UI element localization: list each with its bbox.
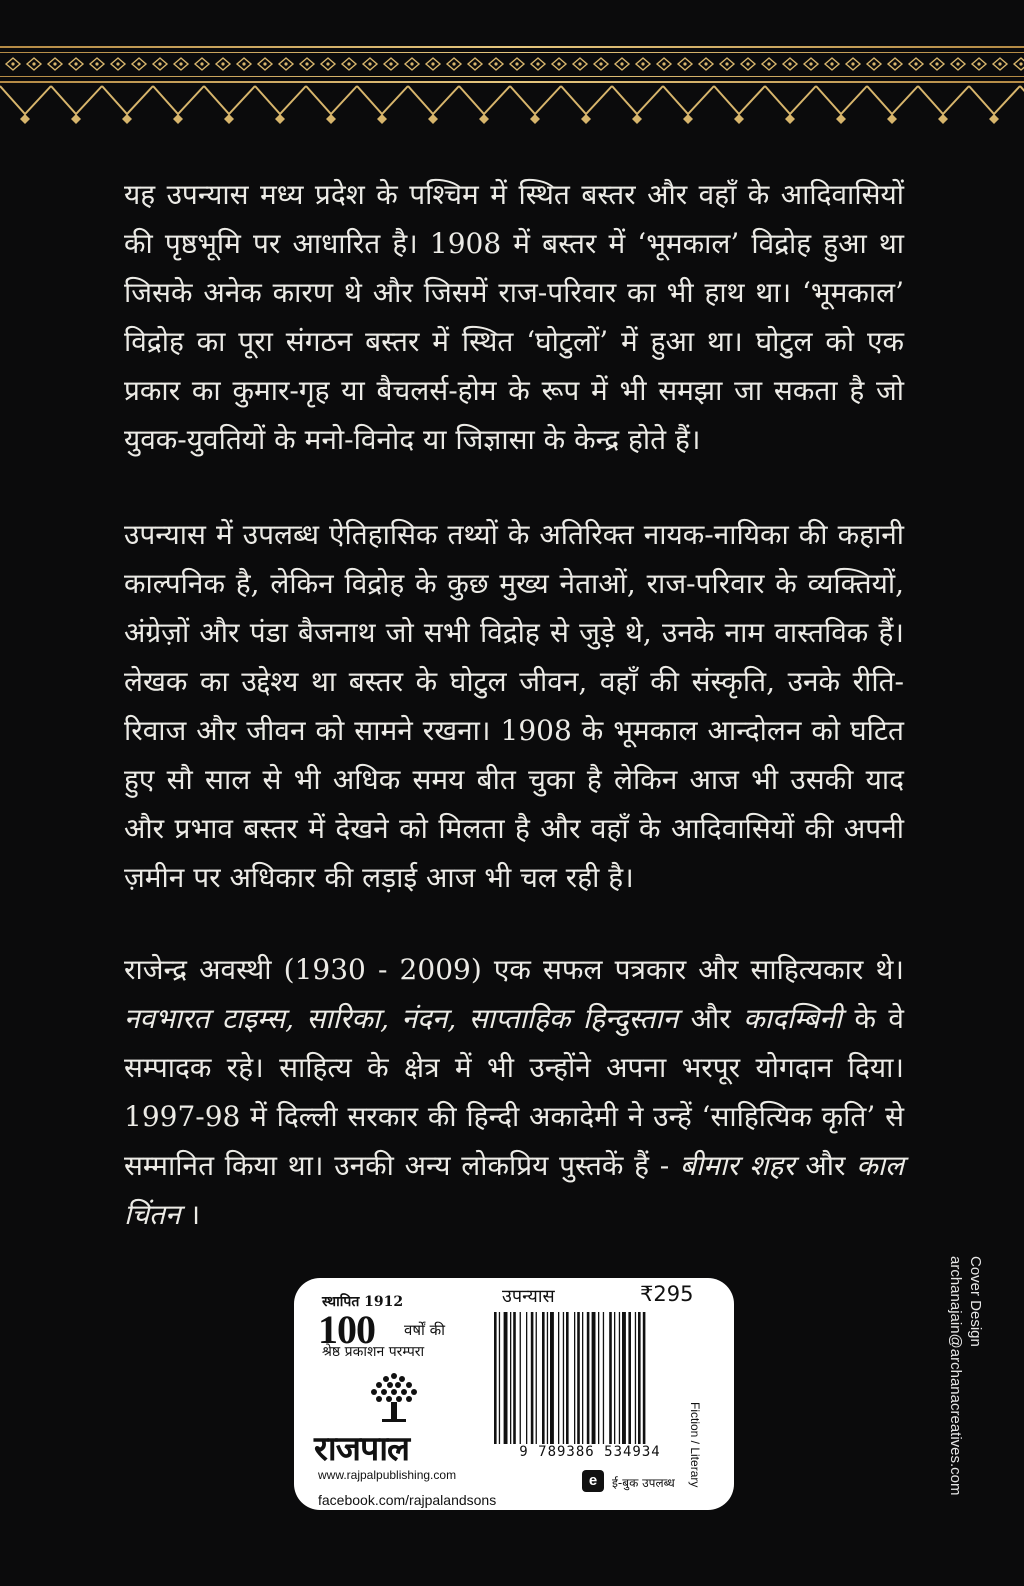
border-triangle xyxy=(561,86,612,114)
border-dot xyxy=(200,62,203,65)
facebook-link: facebook.com/rajpalandsons xyxy=(318,1492,497,1508)
border-dot xyxy=(893,62,896,65)
border-pendant xyxy=(683,114,693,124)
border-dot xyxy=(830,62,833,65)
cover-design-label: Cover Design xyxy=(967,1256,984,1347)
barcode-bar xyxy=(574,1312,575,1444)
publisher-website: www.rajpalpublishing.com xyxy=(318,1468,457,1482)
border-dot xyxy=(599,62,602,65)
border-pendant xyxy=(989,114,999,124)
border-triangle xyxy=(765,86,816,114)
border-pendant xyxy=(122,114,132,124)
bio-publication-kadambini: कादम्बिनी xyxy=(743,1002,842,1035)
border-pendant xyxy=(734,114,744,124)
border-pendant xyxy=(581,114,591,124)
border-dot xyxy=(851,62,854,65)
isbn-barcode xyxy=(492,1312,688,1444)
border-triangle xyxy=(510,86,561,114)
border-dot xyxy=(536,62,539,65)
border-dot xyxy=(809,62,812,65)
border-dot xyxy=(515,62,518,65)
border-dot xyxy=(998,62,1001,65)
border-dot xyxy=(473,62,476,65)
border-pendant xyxy=(632,114,642,124)
border-dot xyxy=(767,62,770,65)
border-dot xyxy=(578,62,581,65)
border-pendant xyxy=(428,114,438,124)
border-triangle xyxy=(153,86,204,114)
border-dot xyxy=(725,62,728,65)
bio-book-2: काल चिंतन xyxy=(124,1149,904,1231)
barcode-bar xyxy=(513,1312,516,1444)
border-dot xyxy=(683,62,686,65)
border-dot xyxy=(242,62,245,65)
border-dot xyxy=(977,62,980,65)
border-dot xyxy=(11,62,14,65)
border-dot xyxy=(95,62,98,65)
decorative-gold-border xyxy=(0,42,1024,150)
border-dot xyxy=(704,62,707,65)
border-dot xyxy=(263,62,266,65)
barcode-bar xyxy=(577,1312,580,1444)
border-pendant xyxy=(326,114,336,124)
bio-text-1: राजेन्द्र अवस्थी (1930 - 2009) एक सफल पत्रकार और साहित्यकार थे। xyxy=(124,953,904,986)
border-triangle xyxy=(306,86,357,114)
border-dot xyxy=(410,62,413,65)
border-dot xyxy=(158,62,161,65)
category-label: Fiction / Literary xyxy=(688,1402,702,1488)
border-pendant xyxy=(785,114,795,124)
border-pendant xyxy=(887,114,897,124)
border-triangle xyxy=(816,86,867,114)
barcode-bar xyxy=(603,1312,604,1444)
border-pendant xyxy=(377,114,387,124)
barcode-bar xyxy=(547,1312,548,1444)
barcode-bar xyxy=(598,1312,599,1444)
barcode-bar xyxy=(526,1312,527,1444)
border-dot xyxy=(935,62,938,65)
border-dot xyxy=(116,62,119,65)
border-triangle xyxy=(0,86,51,114)
barcode-bar xyxy=(582,1312,583,1444)
barcode-bar xyxy=(531,1312,534,1444)
barcode-bar xyxy=(614,1312,615,1444)
border-dot xyxy=(32,62,35,65)
barcode-bar xyxy=(504,1312,508,1444)
tradition-label: श्रेष्ठ प्रकाशन परम्परा xyxy=(322,1344,425,1360)
isbn-number: 9 789386 534934 xyxy=(519,1444,661,1460)
border-triangle xyxy=(357,86,408,114)
barcode-bar xyxy=(592,1312,596,1444)
barcode-bar xyxy=(587,1312,590,1444)
barcode-bar xyxy=(638,1312,641,1444)
border-dot xyxy=(326,62,329,65)
publisher-barcode-card xyxy=(294,1278,734,1510)
bio-text-3: के वे सम्पादक रहे। साहित्य के क्षेत्र में भी उन्होंने अपना भरपूर योगदान दिया। 1997-98 में दिल्ली सरकार की हिन्दी अकादेमी ने उन्हें ‘साहित्यिक कृति’ से सम्मानित किया था। उनकी अन्य लोकप्रिय पुस्तकें हैं - xyxy=(124,1002,904,1182)
border-pendant xyxy=(836,114,846,124)
designer-email: archanajain@archanacreatives.com xyxy=(947,1256,964,1496)
border-dot xyxy=(53,62,56,65)
border-dot xyxy=(620,62,623,65)
price-label: ₹295 xyxy=(640,1282,694,1306)
border-triangle xyxy=(459,86,510,114)
ebook-available-label: ई-बुक उपलब्ध xyxy=(612,1476,675,1490)
border-dot xyxy=(431,62,434,65)
barcode-bar xyxy=(619,1312,620,1444)
border-pendant xyxy=(938,114,948,124)
border-triangle xyxy=(867,86,918,114)
border-dot xyxy=(179,62,182,65)
barcode-bar xyxy=(643,1312,646,1444)
border-dot xyxy=(494,62,497,65)
border-triangle xyxy=(612,86,663,114)
border-pendant xyxy=(479,114,489,124)
border-dot xyxy=(641,62,644,65)
border-pendant xyxy=(530,114,540,124)
border-dot xyxy=(872,62,875,65)
synopsis-paragraph-1: यह उपन्यास मध्य प्रदेश के पश्चिम में स्थित बस्तर और वहाँ के आदिवासियों की पृष्ठभूमि पर आधारित है। 1908 में बस्तर में ‘भूमकाल’ विद्रोह हुआ था जिसके अनेक कारण थे और जिसमें राज-परिवार का भी हाथ था। ‘भूमकाल’ विद्रोह का पूरा संगठन बस्तर में स्थित ‘घोटुलों’ में हुआ था। घोटुल को एक प्रकार का कुमार-गृह या बैचलर्स-होम के रूप में भी समझा जा सकता है जो युवक-युवतियों के मनो-विनोद या जिज्ञासा के केन्द्र होते हैं। xyxy=(124,178,904,456)
border-dot xyxy=(389,62,392,65)
border-triangle xyxy=(51,86,102,114)
barcode-bar xyxy=(635,1312,636,1444)
border-dot xyxy=(662,62,665,65)
barcode-bar xyxy=(536,1312,537,1444)
bio-text-5: । xyxy=(180,1198,201,1231)
border-dot xyxy=(137,62,140,65)
border-triangle xyxy=(204,86,255,114)
genre-label: उपन्यास xyxy=(502,1286,555,1307)
bio-text-4: और xyxy=(794,1149,857,1182)
border-triangle xyxy=(408,86,459,114)
border-dot xyxy=(368,62,371,65)
barcode-bar xyxy=(558,1312,559,1444)
synopsis-paragraph-2: उपन्यास में उपलब्ध ऐतिहासिक तथ्यों के अतिरिक्त नायक-नायिका की कहानी काल्पनिक है, लेकिन विद्रोह के कुछ मुख्य नेताओं, राज-परिवार के व्यक्तियों, अंग्रेज़ों और पंडा बैजनाथ जो सभी विद्रोह से जुड़े थे, उनके नाम वास्तविक हैं। लेखक का उद्देश्य था बस्तर के घोटुल जीवन, वहाँ की संस्कृति, उनके रीति-रिवाज और जीवन को सामने रखना। 1908 के भूमकाल आन्दोलन को घटित हुए सौ साल से भी अधिक समय बीत चुका है लेकिन आज भी उसकी याद और प्रभाव बस्तर में देखने को मिलता है और वहाँ के आदिवासियों की अपनी ज़मीन पर अधिकार की लड़ाई आज भी चल रही है। xyxy=(124,518,904,894)
border-dot xyxy=(557,62,560,65)
barcode-bar xyxy=(494,1312,497,1444)
border-dot xyxy=(914,62,917,65)
border-triangle xyxy=(663,86,714,114)
border-dot xyxy=(746,62,749,65)
border-dot xyxy=(284,62,287,65)
ebook-icon: e xyxy=(582,1470,604,1492)
bio-book-1: बीमार शहर xyxy=(679,1149,795,1182)
border-dot xyxy=(452,62,455,65)
barcode-bar xyxy=(520,1312,521,1444)
border-dot xyxy=(788,62,791,65)
barcode-bar xyxy=(550,1312,554,1444)
barcode-bar xyxy=(563,1312,564,1444)
border-dot xyxy=(956,62,959,65)
border-triangle xyxy=(1020,86,1024,114)
barcode-bar xyxy=(510,1312,511,1444)
barcode-bar xyxy=(628,1312,631,1444)
barcode-bar xyxy=(609,1312,612,1444)
border-triangle xyxy=(255,86,306,114)
border-triangle xyxy=(969,86,1020,114)
border-pendant xyxy=(224,114,234,124)
barcode-bar xyxy=(542,1312,545,1444)
border-pendant xyxy=(275,114,285,124)
border-pendant xyxy=(71,114,81,124)
border-dot xyxy=(74,62,77,65)
years-label: वर्षों की xyxy=(404,1321,446,1339)
border-pendant xyxy=(173,114,183,124)
border-triangle xyxy=(102,86,153,114)
bio-publications: नवभारत टाइम्स, सारिका, नंदन, साप्ताहिक हिन्दुस्तान xyxy=(124,1002,679,1035)
hundred-years-number: 100 xyxy=(318,1307,375,1352)
border-triangle xyxy=(918,86,969,114)
bio-text-2: और xyxy=(678,1002,744,1035)
author-bio-paragraph xyxy=(124,945,904,1239)
established-label: स्थापित 1912 xyxy=(322,1294,404,1310)
rajpal-logo-text: राजपाल xyxy=(314,1429,410,1469)
border-dot xyxy=(305,62,308,65)
barcode-bar xyxy=(499,1312,500,1444)
barcode-bar xyxy=(622,1312,626,1444)
border-dot xyxy=(347,62,350,65)
border-triangle xyxy=(714,86,765,114)
border-dot xyxy=(221,62,224,65)
tree-logo-icon xyxy=(364,1366,424,1426)
barcode-bar xyxy=(566,1312,569,1444)
border-dot xyxy=(1019,62,1022,65)
border-pendant xyxy=(20,114,30,124)
